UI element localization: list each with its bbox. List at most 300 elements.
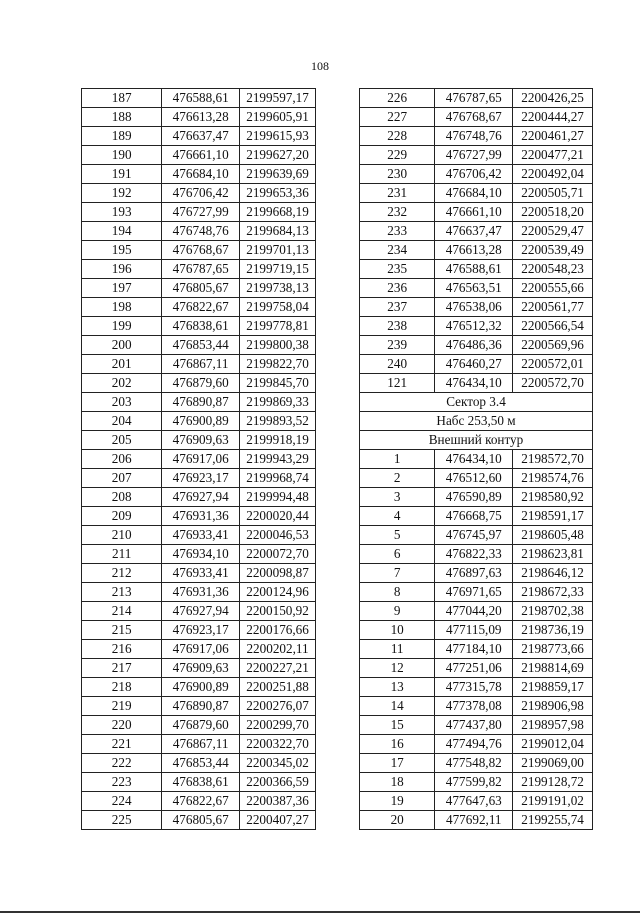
- right-table-bottom-body: [360, 450, 593, 830]
- table-row: [82, 697, 316, 716]
- x-coordinate: 477494,76: [435, 735, 513, 754]
- x-coordinate: 476890,87: [162, 697, 240, 716]
- y-coordinate: 2198859,17: [513, 678, 593, 697]
- table-row: [360, 754, 593, 773]
- x-coordinate: 476613,28: [435, 241, 513, 260]
- table-row: [82, 146, 316, 165]
- x-coordinate: 476588,61: [162, 89, 240, 108]
- table-row: [360, 526, 593, 545]
- point-number: 19: [360, 792, 435, 811]
- table-row: [82, 583, 316, 602]
- point-number: 189: [82, 127, 162, 146]
- x-coordinate: 476684,10: [435, 184, 513, 203]
- point-number: 224: [82, 792, 162, 811]
- y-coordinate: 2200477,21: [513, 146, 593, 165]
- y-coordinate: 2198906,98: [513, 697, 593, 716]
- y-coordinate: 2200124,96: [240, 583, 316, 602]
- y-coordinate: 2200426,25: [513, 89, 593, 108]
- x-coordinate: 476637,47: [162, 127, 240, 146]
- x-coordinate: 476745,97: [435, 526, 513, 545]
- y-coordinate: 2199128,72: [513, 773, 593, 792]
- x-coordinate: 476684,10: [162, 165, 240, 184]
- point-number: 9: [360, 602, 435, 621]
- table-row: [360, 811, 593, 830]
- x-coordinate: 476768,67: [435, 108, 513, 127]
- point-number: 218: [82, 678, 162, 697]
- point-number: 20: [360, 811, 435, 830]
- point-number: 212: [82, 564, 162, 583]
- point-number: 3: [360, 488, 435, 507]
- point-number: 223: [82, 773, 162, 792]
- y-coordinate: 2200202,11: [240, 640, 316, 659]
- table-row: [360, 222, 593, 241]
- y-coordinate: 2200539,49: [513, 241, 593, 260]
- point-number: 1: [360, 450, 435, 469]
- y-coordinate: 2200150,92: [240, 602, 316, 621]
- y-coordinate: 2198623,81: [513, 545, 593, 564]
- point-number: 6: [360, 545, 435, 564]
- y-coordinate: 2200046,53: [240, 526, 316, 545]
- table-row: [360, 697, 593, 716]
- table-row: [360, 564, 593, 583]
- point-number: 17: [360, 754, 435, 773]
- y-coordinate: 2198605,48: [513, 526, 593, 545]
- y-coordinate: 2200345,02: [240, 754, 316, 773]
- point-number: 213: [82, 583, 162, 602]
- x-coordinate: 476867,11: [162, 735, 240, 754]
- y-coordinate: 2199701,13: [240, 241, 316, 260]
- table-row: [360, 602, 593, 621]
- table-row: [82, 773, 316, 792]
- table-row: [82, 735, 316, 754]
- x-coordinate: 476661,10: [162, 146, 240, 165]
- table-row: [360, 583, 593, 602]
- x-coordinate: 476822,33: [435, 545, 513, 564]
- y-coordinate: 2200529,47: [513, 222, 593, 241]
- table-row: [360, 279, 593, 298]
- table-row: [360, 374, 593, 393]
- x-coordinate: 476661,10: [435, 203, 513, 222]
- table-row: [360, 184, 593, 203]
- point-number: 219: [82, 697, 162, 716]
- x-coordinate: 476706,42: [435, 165, 513, 184]
- x-coordinate: 476768,67: [162, 241, 240, 260]
- point-number: 18: [360, 773, 435, 792]
- x-coordinate: 476822,67: [162, 792, 240, 811]
- x-coordinate: 476590,89: [435, 488, 513, 507]
- point-number: 196: [82, 260, 162, 279]
- y-coordinate: 2200492,04: [513, 165, 593, 184]
- x-coordinate: 477184,10: [435, 640, 513, 659]
- y-coordinate: 2199893,52: [240, 412, 316, 431]
- table-row: [82, 393, 316, 412]
- table-row: [82, 203, 316, 222]
- point-number: 228: [360, 127, 435, 146]
- x-coordinate: 476668,75: [435, 507, 513, 526]
- y-coordinate: 2198736,19: [513, 621, 593, 640]
- x-coordinate: 476931,36: [162, 507, 240, 526]
- y-coordinate: 2200572,70: [513, 374, 593, 393]
- y-coordinate: 2200276,07: [240, 697, 316, 716]
- x-coordinate: 476934,10: [162, 545, 240, 564]
- x-coordinate: 476879,60: [162, 716, 240, 735]
- point-number: 215: [82, 621, 162, 640]
- table-row: [82, 127, 316, 146]
- table-row: [82, 279, 316, 298]
- left-table-body: [82, 89, 316, 830]
- y-coordinate: 2200561,77: [513, 298, 593, 317]
- x-coordinate: 476927,94: [162, 602, 240, 621]
- table-row: [82, 355, 316, 374]
- point-number: 194: [82, 222, 162, 241]
- table-row: [360, 659, 593, 678]
- y-coordinate: 2199255,74: [513, 811, 593, 830]
- point-number: 216: [82, 640, 162, 659]
- y-coordinate: 2198814,69: [513, 659, 593, 678]
- sector-title: Сектор 3.4: [360, 393, 593, 412]
- x-coordinate: 476727,99: [162, 203, 240, 222]
- sector-heading-row: [360, 393, 593, 412]
- point-number: 202: [82, 374, 162, 393]
- y-coordinate: 2200569,96: [513, 336, 593, 355]
- point-number: 4: [360, 507, 435, 526]
- table-row: [82, 298, 316, 317]
- x-coordinate: 476838,61: [162, 317, 240, 336]
- table-row: [82, 621, 316, 640]
- point-number: 231: [360, 184, 435, 203]
- x-coordinate: 476917,06: [162, 450, 240, 469]
- point-number: 2: [360, 469, 435, 488]
- x-coordinate: 476563,51: [435, 279, 513, 298]
- table-row: [360, 298, 593, 317]
- y-coordinate: 2199822,70: [240, 355, 316, 374]
- x-coordinate: 476927,94: [162, 488, 240, 507]
- point-number: 205: [82, 431, 162, 450]
- right-table-top-body: [360, 89, 593, 393]
- point-number: 226: [360, 89, 435, 108]
- point-number: 191: [82, 165, 162, 184]
- point-number: 16: [360, 735, 435, 754]
- table-row: [82, 602, 316, 621]
- point-number: 14: [360, 697, 435, 716]
- y-coordinate: 2199758,04: [240, 298, 316, 317]
- table-row: [360, 640, 593, 659]
- table-row: [82, 716, 316, 735]
- x-coordinate: 476748,76: [162, 222, 240, 241]
- x-coordinate: 477692,11: [435, 811, 513, 830]
- point-number: 214: [82, 602, 162, 621]
- point-number: 200: [82, 336, 162, 355]
- point-number: 230: [360, 165, 435, 184]
- y-coordinate: 2200176,66: [240, 621, 316, 640]
- point-number: 221: [82, 735, 162, 754]
- x-coordinate: 476931,36: [162, 583, 240, 602]
- table-row: [82, 89, 316, 108]
- point-number: 199: [82, 317, 162, 336]
- sector-heading: [360, 393, 593, 450]
- x-coordinate: 477044,20: [435, 602, 513, 621]
- x-coordinate: 476909,63: [162, 659, 240, 678]
- table-row: [82, 184, 316, 203]
- y-coordinate: 2199627,20: [240, 146, 316, 165]
- point-number: 229: [360, 146, 435, 165]
- point-number: 15: [360, 716, 435, 735]
- x-coordinate: 476434,10: [435, 374, 513, 393]
- x-coordinate: 476787,65: [162, 260, 240, 279]
- table-row: [360, 146, 593, 165]
- table-row: [82, 659, 316, 678]
- sector-heading-row: [360, 431, 593, 450]
- point-number: 190: [82, 146, 162, 165]
- x-coordinate: 477599,82: [435, 773, 513, 792]
- table-row: [360, 469, 593, 488]
- table-row: [360, 260, 593, 279]
- y-coordinate: 2198957,98: [513, 716, 593, 735]
- point-number: 195: [82, 241, 162, 260]
- point-number: 222: [82, 754, 162, 773]
- y-coordinate: 2200072,70: [240, 545, 316, 564]
- y-coordinate: 2200227,21: [240, 659, 316, 678]
- table-row: [82, 526, 316, 545]
- point-number: 210: [82, 526, 162, 545]
- table-row: [82, 431, 316, 450]
- x-coordinate: 477115,09: [435, 621, 513, 640]
- x-coordinate: 476512,60: [435, 469, 513, 488]
- x-coordinate: 476923,17: [162, 621, 240, 640]
- page-number: 108: [311, 59, 329, 73]
- y-coordinate: 2200299,70: [240, 716, 316, 735]
- table-row: [360, 488, 593, 507]
- table-row: [360, 127, 593, 146]
- table-row: [360, 355, 593, 374]
- y-coordinate: 2200572,01: [513, 355, 593, 374]
- y-coordinate: 2199597,17: [240, 89, 316, 108]
- y-coordinate: 2200020,44: [240, 507, 316, 526]
- table-row: [82, 165, 316, 184]
- y-coordinate: 2200461,27: [513, 127, 593, 146]
- y-coordinate: 2200444,27: [513, 108, 593, 127]
- point-number: 232: [360, 203, 435, 222]
- point-number: 13: [360, 678, 435, 697]
- x-coordinate: 476923,17: [162, 469, 240, 488]
- table-row: [360, 507, 593, 526]
- y-coordinate: 2199845,70: [240, 374, 316, 393]
- table-row: [360, 621, 593, 640]
- y-coordinate: 2200098,87: [240, 564, 316, 583]
- y-coordinate: 2199719,15: [240, 260, 316, 279]
- x-coordinate: 476822,67: [162, 298, 240, 317]
- x-coordinate: 476787,65: [435, 89, 513, 108]
- point-number: 12: [360, 659, 435, 678]
- table-row: [82, 412, 316, 431]
- x-coordinate: 476909,63: [162, 431, 240, 450]
- y-coordinate: 2199738,13: [240, 279, 316, 298]
- point-number: 197: [82, 279, 162, 298]
- point-number: 211: [82, 545, 162, 564]
- y-coordinate: 2199191,02: [513, 792, 593, 811]
- x-coordinate: 476637,47: [435, 222, 513, 241]
- point-number: 7: [360, 564, 435, 583]
- x-coordinate: 476486,36: [435, 336, 513, 355]
- x-coordinate: 476748,76: [435, 127, 513, 146]
- y-coordinate: 2199778,81: [240, 317, 316, 336]
- x-coordinate: 476879,60: [162, 374, 240, 393]
- table-row: [82, 564, 316, 583]
- y-coordinate: 2199653,36: [240, 184, 316, 203]
- x-coordinate: 477437,80: [435, 716, 513, 735]
- table-row: [82, 792, 316, 811]
- y-coordinate: 2200548,23: [513, 260, 593, 279]
- x-coordinate: 476853,44: [162, 336, 240, 355]
- point-number: 204: [82, 412, 162, 431]
- table-row: [360, 735, 593, 754]
- point-number: 227: [360, 108, 435, 127]
- x-coordinate: 476838,61: [162, 773, 240, 792]
- point-number: 192: [82, 184, 162, 203]
- table-row: [82, 222, 316, 241]
- x-coordinate: 477378,08: [435, 697, 513, 716]
- table-row: [360, 241, 593, 260]
- point-number: 203: [82, 393, 162, 412]
- x-coordinate: 476613,28: [162, 108, 240, 127]
- y-coordinate: 2198672,33: [513, 583, 593, 602]
- y-coordinate: 2200555,66: [513, 279, 593, 298]
- table-row: [82, 450, 316, 469]
- x-coordinate: 477548,82: [435, 754, 513, 773]
- x-coordinate: 476867,11: [162, 355, 240, 374]
- y-coordinate: 2198574,76: [513, 469, 593, 488]
- y-coordinate: 2200251,88: [240, 678, 316, 697]
- point-number: 233: [360, 222, 435, 241]
- point-number: 238: [360, 317, 435, 336]
- table-row: [82, 108, 316, 127]
- left-coordinates-table: [81, 88, 316, 830]
- table-row: [360, 165, 593, 184]
- table-row: [82, 241, 316, 260]
- contour-title: Внешний контур: [360, 431, 593, 450]
- x-coordinate: 476727,99: [435, 146, 513, 165]
- table-row: [360, 317, 593, 336]
- y-coordinate: 2199639,69: [240, 165, 316, 184]
- y-coordinate: 2200322,70: [240, 735, 316, 754]
- point-number: 220: [82, 716, 162, 735]
- x-coordinate: 476933,41: [162, 526, 240, 545]
- table-row: [360, 203, 593, 222]
- table-row: [82, 317, 316, 336]
- x-coordinate: 476890,87: [162, 393, 240, 412]
- point-number: 239: [360, 336, 435, 355]
- x-coordinate: 477251,06: [435, 659, 513, 678]
- table-row: [360, 716, 593, 735]
- y-coordinate: 2199012,04: [513, 735, 593, 754]
- point-number: 11: [360, 640, 435, 659]
- table-row: [360, 450, 593, 469]
- y-coordinate: 2198591,17: [513, 507, 593, 526]
- table-row: [82, 336, 316, 355]
- y-coordinate: 2199968,74: [240, 469, 316, 488]
- point-number: 236: [360, 279, 435, 298]
- table-row: [82, 507, 316, 526]
- sector-heading-row: [360, 412, 593, 431]
- table-row: [82, 260, 316, 279]
- x-coordinate: 476588,61: [435, 260, 513, 279]
- y-coordinate: 2200407,27: [240, 811, 316, 830]
- x-coordinate: 476512,32: [435, 317, 513, 336]
- table-row: [82, 374, 316, 393]
- y-coordinate: 2199994,48: [240, 488, 316, 507]
- right-coordinates-table: [359, 88, 593, 830]
- point-number: 5: [360, 526, 435, 545]
- table-row: [360, 792, 593, 811]
- point-number: 240: [360, 355, 435, 374]
- y-coordinate: 2198646,12: [513, 564, 593, 583]
- table-row: [360, 773, 593, 792]
- x-coordinate: 476853,44: [162, 754, 240, 773]
- scan-bottom-edge: [0, 911, 640, 913]
- x-coordinate: 477315,78: [435, 678, 513, 697]
- y-coordinate: 2200518,20: [513, 203, 593, 222]
- point-number: 187: [82, 89, 162, 108]
- point-number: 208: [82, 488, 162, 507]
- x-coordinate: 476460,27: [435, 355, 513, 374]
- table-row: [360, 89, 593, 108]
- table-row: [360, 678, 593, 697]
- y-coordinate: 2199918,19: [240, 431, 316, 450]
- x-coordinate: 476538,06: [435, 298, 513, 317]
- x-coordinate: 476434,10: [435, 450, 513, 469]
- point-number: 121: [360, 374, 435, 393]
- table-row: [82, 811, 316, 830]
- x-coordinate: 476917,06: [162, 640, 240, 659]
- point-number: 237: [360, 298, 435, 317]
- x-coordinate: 476805,67: [162, 279, 240, 298]
- point-number: 225: [82, 811, 162, 830]
- point-number: 10: [360, 621, 435, 640]
- x-coordinate: 476805,67: [162, 811, 240, 830]
- point-number: 193: [82, 203, 162, 222]
- table-row: [360, 336, 593, 355]
- point-number: 8: [360, 583, 435, 602]
- y-coordinate: 2200387,36: [240, 792, 316, 811]
- y-coordinate: 2199605,91: [240, 108, 316, 127]
- x-coordinate: 476897,63: [435, 564, 513, 583]
- table-row: [82, 754, 316, 773]
- point-number: 209: [82, 507, 162, 526]
- y-coordinate: 2200366,59: [240, 773, 316, 792]
- table-row: [82, 469, 316, 488]
- point-number: 206: [82, 450, 162, 469]
- y-coordinate: 2200566,54: [513, 317, 593, 336]
- table-row: [360, 545, 593, 564]
- point-number: 217: [82, 659, 162, 678]
- x-coordinate: 476706,42: [162, 184, 240, 203]
- table-row: [360, 108, 593, 127]
- x-coordinate: 476933,41: [162, 564, 240, 583]
- point-number: 234: [360, 241, 435, 260]
- y-coordinate: 2198572,70: [513, 450, 593, 469]
- y-coordinate: 2199684,13: [240, 222, 316, 241]
- x-coordinate: 476900,89: [162, 412, 240, 431]
- y-coordinate: 2199615,93: [240, 127, 316, 146]
- table-row: [82, 488, 316, 507]
- y-coordinate: 2198702,38: [513, 602, 593, 621]
- y-coordinate: 2199943,29: [240, 450, 316, 469]
- point-number: 198: [82, 298, 162, 317]
- point-number: 235: [360, 260, 435, 279]
- table-row: [82, 545, 316, 564]
- table-row: [82, 678, 316, 697]
- y-coordinate: 2198773,66: [513, 640, 593, 659]
